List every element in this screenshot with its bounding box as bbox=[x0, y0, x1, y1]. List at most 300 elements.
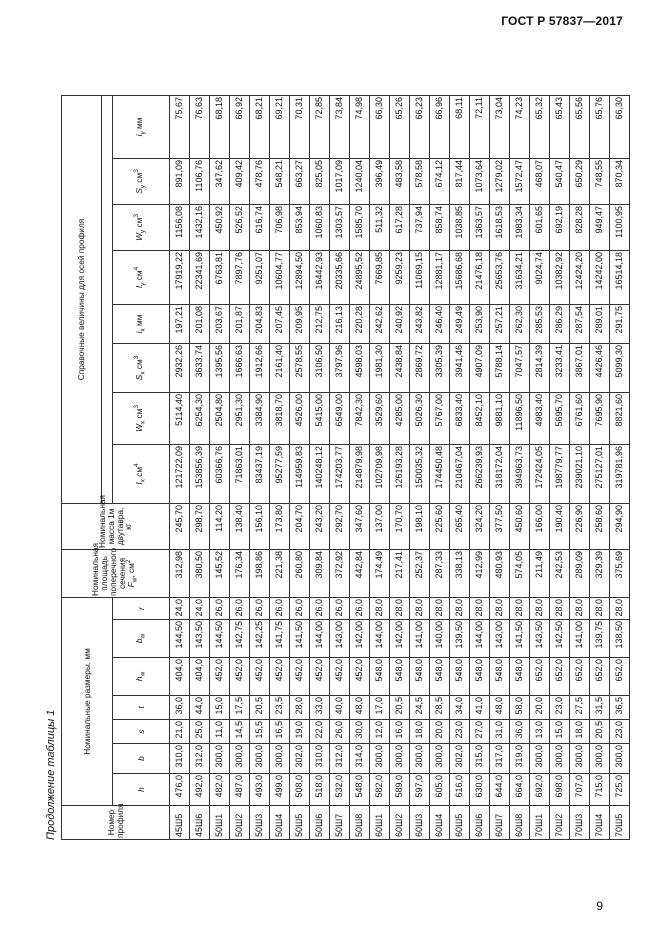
table-cell: 300,0 bbox=[550, 744, 570, 774]
table-cell: 20,0 bbox=[530, 696, 550, 720]
table-cell: 16,0 bbox=[390, 720, 410, 744]
table-cell: 65,32 bbox=[530, 95, 550, 158]
table-cell: 548,0 bbox=[410, 658, 430, 696]
table-cell: 95277,59 bbox=[270, 444, 290, 503]
table-cell: 28,0 bbox=[410, 597, 430, 619]
table-cell: 548,0 bbox=[470, 658, 490, 696]
table-cell: 4983,40 bbox=[530, 392, 550, 444]
table-cell: 394963,73 bbox=[510, 444, 530, 503]
table-cell: 715,0 bbox=[590, 774, 610, 806]
table-cell: 26,0 bbox=[310, 597, 330, 619]
table-cell: 60Ш5 bbox=[450, 806, 470, 840]
table-cell: 9024,74 bbox=[530, 250, 550, 304]
table-cell: 616,0 bbox=[450, 774, 470, 806]
table-cell: 143,50 bbox=[190, 620, 210, 658]
table-cell: 24,0 bbox=[190, 597, 210, 619]
table-cell: 15,5 bbox=[250, 720, 270, 744]
table-cell: 28,5 bbox=[430, 696, 450, 720]
table-cell: 72,85 bbox=[310, 95, 330, 158]
table-cell: 174,49 bbox=[370, 549, 390, 597]
table-cell: 452,0 bbox=[350, 658, 370, 696]
table-cell: 300,0 bbox=[230, 744, 250, 774]
table-cell: 23,0 bbox=[610, 720, 630, 744]
table-cell: 5767,00 bbox=[430, 392, 450, 444]
table-cell: 3106,50 bbox=[310, 343, 330, 392]
table-cell: 141,50 bbox=[510, 620, 530, 658]
table-cell: 28,0 bbox=[470, 597, 490, 619]
table-cell: 138,40 bbox=[230, 503, 250, 549]
table-cell: 141,00 bbox=[570, 620, 590, 658]
table-cell: 27,0 bbox=[470, 720, 490, 744]
table-cell: 243,82 bbox=[410, 304, 430, 343]
table-cell: 69,21 bbox=[270, 95, 290, 158]
table-cell: 65,56 bbox=[570, 95, 590, 158]
col-wy: $W_y$ $см^3$ bbox=[113, 204, 170, 250]
table-cell: 548,0 bbox=[450, 658, 470, 696]
table-cell: 226,90 bbox=[570, 503, 590, 549]
table-cell: 142,25 bbox=[250, 620, 270, 658]
table-cell: 266239,93 bbox=[470, 444, 490, 503]
table-cell: 26,0 bbox=[350, 597, 370, 619]
table-cell: 6549,00 bbox=[330, 392, 350, 444]
table-cell: 2932,26 bbox=[170, 343, 190, 392]
table-cell: 1981,30 bbox=[370, 343, 390, 392]
col-t: t bbox=[113, 696, 170, 720]
table-cell: 548,0 bbox=[370, 658, 390, 696]
table-cell: 214879,98 bbox=[350, 444, 370, 503]
table-cell: 12894,50 bbox=[290, 250, 310, 304]
table-cell: 249,49 bbox=[450, 304, 470, 343]
table-body bbox=[170, 95, 630, 839]
table-cell: 212,75 bbox=[310, 304, 330, 343]
col-wx: $W_x$ $см^3$ bbox=[113, 392, 170, 444]
table-cell: 409,42 bbox=[230, 158, 250, 204]
table-caption: Продолжение таблицы 1 bbox=[45, 709, 57, 840]
table-cell: 452,0 bbox=[310, 658, 330, 696]
table-cell: 7047,57 bbox=[510, 343, 530, 392]
table-cell: 140,00 bbox=[430, 620, 450, 658]
table-cell: 142,00 bbox=[390, 620, 410, 658]
table-cell: 144,50 bbox=[170, 620, 190, 658]
table-cell: 870,34 bbox=[610, 158, 630, 204]
table-cell: 452,0 bbox=[210, 658, 230, 696]
table-cell: 139,50 bbox=[450, 620, 470, 658]
table-cell: 207,45 bbox=[270, 304, 290, 343]
table-cell: 20,0 bbox=[430, 720, 450, 744]
table-cell: 287,33 bbox=[430, 549, 450, 597]
col-h: h bbox=[113, 774, 170, 806]
table-cell: 3384,90 bbox=[250, 392, 270, 444]
table-cell: 66,30 bbox=[370, 95, 390, 158]
table-cell: 26,0 bbox=[330, 720, 350, 744]
table-cell: 60Ш7 bbox=[490, 806, 510, 840]
table-cell: 7842,30 bbox=[350, 392, 370, 444]
table-cell: 198,10 bbox=[410, 503, 430, 549]
table-cell: 4526,00 bbox=[290, 392, 310, 444]
table-row bbox=[190, 95, 210, 839]
table-cell: 41,0 bbox=[470, 696, 490, 720]
table-cell: 60Ш2 bbox=[390, 806, 410, 840]
table-cell: 450,92 bbox=[210, 204, 230, 250]
table-cell: 294,90 bbox=[610, 503, 630, 549]
table-cell: 582,0 bbox=[370, 774, 390, 806]
table-cell: 1106,76 bbox=[190, 158, 210, 204]
table-cell: 201,08 bbox=[190, 304, 210, 343]
area-symbol: F bbox=[126, 582, 137, 588]
table-cell: 36,0 bbox=[170, 696, 190, 720]
table-cell: 5788,14 bbox=[490, 343, 510, 392]
table-cell: 21476,18 bbox=[470, 250, 490, 304]
table-cell: 319,0 bbox=[510, 744, 530, 774]
table-cell: 616,74 bbox=[250, 204, 270, 250]
table-cell: 25653,76 bbox=[490, 250, 510, 304]
table-cell: 652,0 bbox=[530, 658, 550, 696]
table-cell: 548,0 bbox=[390, 658, 410, 696]
table-cell: 318172,04 bbox=[490, 444, 510, 503]
table-cell: 156,10 bbox=[250, 503, 270, 549]
table-cell: 144,00 bbox=[470, 620, 490, 658]
table-cell: 589,0 bbox=[390, 774, 410, 806]
table-cell: 12424,20 bbox=[570, 250, 590, 304]
table-cell: 664,0 bbox=[510, 774, 530, 806]
table-cell: 26,0 bbox=[290, 597, 310, 619]
profile-table bbox=[61, 95, 630, 840]
table-cell: 12881,17 bbox=[430, 250, 450, 304]
table-cell: 300,0 bbox=[590, 744, 610, 774]
table-cell: 25,0 bbox=[190, 720, 210, 744]
table-cell: 476,0 bbox=[170, 774, 190, 806]
table-cell: 143,00 bbox=[490, 620, 510, 658]
table-cell: 28,0 bbox=[450, 597, 470, 619]
table-cell: 139,75 bbox=[590, 620, 610, 658]
table-cell: 30,0 bbox=[350, 720, 370, 744]
table-cell: 674,12 bbox=[430, 158, 450, 204]
table-cell: 23,0 bbox=[450, 720, 470, 744]
table-cell: 2504,80 bbox=[210, 392, 230, 444]
table-cell: 70Ш5 bbox=[610, 806, 630, 840]
table-cell: 1983,34 bbox=[510, 204, 530, 250]
table-cell: 24895,52 bbox=[350, 250, 370, 304]
table-cell: 650,29 bbox=[570, 158, 590, 204]
table-cell: 300,0 bbox=[270, 744, 290, 774]
table-cell: 66,23 bbox=[410, 95, 430, 158]
table-cell: 142,75 bbox=[230, 620, 250, 658]
table-cell: 698,0 bbox=[550, 774, 570, 806]
table-cell: 298,70 bbox=[190, 503, 210, 549]
table-cell: 71863,01 bbox=[230, 444, 250, 503]
table-cell: 245,70 bbox=[170, 503, 190, 549]
table-cell: 11069,15 bbox=[410, 250, 430, 304]
table-cell: 858,74 bbox=[430, 204, 450, 250]
table-cell: 2161,40 bbox=[270, 343, 290, 392]
table-cell: 2869,72 bbox=[410, 343, 430, 392]
table-cell: 15686,68 bbox=[450, 250, 470, 304]
table-cell: 1156,08 bbox=[170, 204, 190, 250]
table-cell: 19,0 bbox=[290, 720, 310, 744]
table-cell: 9259,23 bbox=[390, 250, 410, 304]
table-cell: 70Ш3 bbox=[570, 806, 590, 840]
table-cell: 828,28 bbox=[570, 204, 590, 250]
table-cell: 412,99 bbox=[470, 549, 490, 597]
table-cell: 174203,77 bbox=[330, 444, 350, 503]
table-row bbox=[370, 95, 390, 839]
table-cell: 13,0 bbox=[530, 720, 550, 744]
table-cell: 20,5 bbox=[390, 696, 410, 720]
table-cell: 265,40 bbox=[450, 503, 470, 549]
col-ix-radius: $i_x$ мм bbox=[113, 304, 170, 343]
table-cell: 315,0 bbox=[470, 744, 490, 774]
table-cell: 28,0 bbox=[290, 696, 310, 720]
table-cell: 143,50 bbox=[530, 620, 550, 658]
table-row bbox=[450, 95, 470, 839]
table-row bbox=[230, 95, 250, 839]
table-cell: 468,07 bbox=[530, 158, 550, 204]
table-cell: 6254,30 bbox=[190, 392, 210, 444]
table-cell: 242,62 bbox=[370, 304, 390, 343]
table-cell: 70,31 bbox=[290, 95, 310, 158]
table-cell: 949,47 bbox=[590, 204, 610, 250]
table-cell: 692,0 bbox=[530, 774, 550, 806]
table-cell: 73,84 bbox=[330, 95, 350, 158]
table-cell: 138,50 bbox=[610, 620, 630, 658]
table-cell: 310,0 bbox=[310, 744, 330, 774]
table-cell: 240,92 bbox=[390, 304, 410, 343]
table-row bbox=[350, 95, 370, 839]
table-cell: 3233,41 bbox=[550, 343, 570, 392]
table-cell: 317,0 bbox=[490, 744, 510, 774]
table-cell: 76,63 bbox=[190, 95, 210, 158]
table-cell: 578,58 bbox=[410, 158, 430, 204]
table-cell: 73,04 bbox=[490, 95, 510, 158]
table-cell: 1912,66 bbox=[250, 343, 270, 392]
table-cell: 141,00 bbox=[410, 620, 430, 658]
col-hw: $h_w$ bbox=[113, 658, 170, 696]
table-cell: 548,0 bbox=[430, 658, 450, 696]
table-cell: 20,5 bbox=[590, 720, 610, 744]
table-cell: 300,0 bbox=[410, 744, 430, 774]
table-cell: 825,05 bbox=[310, 158, 330, 204]
table-cell: 68,21 bbox=[250, 95, 270, 158]
table-cell: 511,32 bbox=[370, 204, 390, 250]
table-row bbox=[530, 95, 550, 839]
table-cell: 60Ш8 bbox=[510, 806, 530, 840]
table-cell: 121722,09 bbox=[170, 444, 190, 503]
table-cell: 48,0 bbox=[490, 696, 510, 720]
table-cell: 220,28 bbox=[350, 304, 370, 343]
table-cell: 166,00 bbox=[530, 503, 550, 549]
table-cell: 380,50 bbox=[190, 549, 210, 597]
table-cell: 286,29 bbox=[550, 304, 570, 343]
col-s: s bbox=[113, 720, 170, 744]
table-cell: 217,41 bbox=[390, 549, 410, 597]
table-cell: 291,75 bbox=[610, 304, 630, 343]
table-cell: 70Ш4 bbox=[590, 806, 610, 840]
table-cell: 7695,90 bbox=[590, 392, 610, 444]
table-cell: 173,80 bbox=[270, 503, 290, 549]
table-cell: 287,54 bbox=[570, 304, 590, 343]
page-number: 9 bbox=[596, 899, 603, 913]
table-cell: 1395,56 bbox=[210, 343, 230, 392]
table-cell: 114,20 bbox=[210, 503, 230, 549]
table-cell: 1073,64 bbox=[470, 158, 490, 204]
table-cell: 15,0 bbox=[210, 696, 230, 720]
table-cell: 300,0 bbox=[430, 744, 450, 774]
table-cell: 50Ш7 bbox=[330, 806, 350, 840]
table-cell: 28,0 bbox=[610, 597, 630, 619]
table-cell: 28,0 bbox=[590, 597, 610, 619]
table-cell: 17,5 bbox=[230, 696, 250, 720]
table-row bbox=[290, 95, 310, 839]
table-cell: 23,5 bbox=[270, 696, 290, 720]
table-cell: 4285,00 bbox=[390, 392, 410, 444]
table-cell: 9881,10 bbox=[490, 392, 510, 444]
table-cell: 300,0 bbox=[210, 744, 230, 774]
table-cell: 66,30 bbox=[610, 95, 630, 158]
table-cell: 452,0 bbox=[270, 658, 290, 696]
table-cell: 891,09 bbox=[170, 158, 190, 204]
table-cell: 725,0 bbox=[610, 774, 630, 806]
table-cell: 404,0 bbox=[170, 658, 190, 696]
col-ix-moment: $I_x$ $см^4$ bbox=[113, 444, 170, 503]
table-cell: 60Ш3 bbox=[410, 806, 430, 840]
table-cell: 24,0 bbox=[170, 597, 190, 619]
table-cell: 114959,83 bbox=[290, 444, 310, 503]
table-cell: 20335,66 bbox=[330, 250, 350, 304]
table-cell: 28,0 bbox=[510, 597, 530, 619]
table-cell: 176,34 bbox=[230, 549, 250, 597]
table-cell: 11896,50 bbox=[510, 392, 530, 444]
table-cell: 211,49 bbox=[530, 549, 550, 597]
table-cell: 737,94 bbox=[410, 204, 430, 250]
table-row bbox=[550, 95, 570, 839]
table-cell: 617,28 bbox=[390, 204, 410, 250]
table-cell: 33,0 bbox=[310, 696, 330, 720]
table-cell: 65,76 bbox=[590, 95, 610, 158]
table-row bbox=[250, 95, 270, 839]
table-cell: 5114,40 bbox=[170, 392, 190, 444]
table-cell: 478,76 bbox=[250, 158, 270, 204]
table-cell: 66,92 bbox=[230, 95, 250, 158]
table-cell: 480,93 bbox=[490, 549, 510, 597]
table-cell: 452,0 bbox=[290, 658, 310, 696]
table-cell: 10382,92 bbox=[550, 250, 570, 304]
table-cell: 310,0 bbox=[170, 744, 190, 774]
table-cell: 28,0 bbox=[390, 597, 410, 619]
table-row bbox=[270, 95, 290, 839]
table-cell: 190,40 bbox=[550, 503, 570, 549]
table-cell: 1363,57 bbox=[470, 204, 490, 250]
table-cell: 239021,10 bbox=[570, 444, 590, 503]
table-cell: 302,0 bbox=[290, 744, 310, 774]
table-cell: 18,0 bbox=[410, 720, 430, 744]
table-cell: 204,70 bbox=[290, 503, 310, 549]
table-cell: 452,0 bbox=[250, 658, 270, 696]
table-cell: 518,0 bbox=[310, 774, 330, 806]
col-b: b bbox=[113, 744, 170, 774]
table-cell: 5099,30 bbox=[610, 343, 630, 392]
table-cell: 34,0 bbox=[450, 696, 470, 720]
table-cell: 377,50 bbox=[490, 503, 510, 549]
table-cell: 31634,21 bbox=[510, 250, 530, 304]
table-cell: 300,0 bbox=[250, 744, 270, 774]
table-cell: 243,20 bbox=[310, 503, 330, 549]
table-cell: 26,0 bbox=[210, 597, 230, 619]
table-row bbox=[610, 95, 630, 839]
table-cell: 548,0 bbox=[510, 658, 530, 696]
table-cell: 145,52 bbox=[210, 549, 230, 597]
table-cell: 172424,05 bbox=[530, 444, 550, 503]
table-cell: 65,26 bbox=[390, 95, 410, 158]
table-cell: 630,0 bbox=[470, 774, 490, 806]
table-cell: 2578,55 bbox=[290, 343, 310, 392]
table-cell: 548,21 bbox=[270, 158, 290, 204]
table-cell: 66,96 bbox=[430, 95, 450, 158]
table-cell: 142,00 bbox=[350, 620, 370, 658]
table-cell: 70Ш1 bbox=[530, 806, 550, 840]
table-cell: 707,0 bbox=[570, 774, 590, 806]
table-cell: 289,09 bbox=[570, 549, 590, 597]
table-cell: 68,18 bbox=[210, 95, 230, 158]
table-cell: 347,62 bbox=[210, 158, 230, 204]
table-cell: 28,0 bbox=[370, 597, 390, 619]
table-cell: 6761,60 bbox=[570, 392, 590, 444]
table-cell: 11,0 bbox=[210, 720, 230, 744]
table-cell: 324,20 bbox=[470, 503, 490, 549]
table-cell: 50Ш2 bbox=[230, 806, 250, 840]
table-cell: 1585,70 bbox=[350, 204, 370, 250]
table-cell: 45Ш5 bbox=[170, 806, 190, 840]
table-cell: 817,44 bbox=[450, 158, 470, 204]
table-cell: 144,00 bbox=[370, 620, 390, 658]
table-cell: 574,05 bbox=[510, 549, 530, 597]
table-cell: 285,53 bbox=[530, 304, 550, 343]
table-cell: 174450,48 bbox=[430, 444, 450, 503]
table-cell: 9251,07 bbox=[250, 250, 270, 304]
table-cell: 1038,85 bbox=[450, 204, 470, 250]
col-sx: $S_x$ $см^3$ bbox=[113, 343, 170, 392]
reference-spacer bbox=[102, 95, 113, 503]
table-cell: 1666,63 bbox=[230, 343, 250, 392]
area-sub: w bbox=[131, 577, 139, 583]
table-cell: 16442,93 bbox=[310, 250, 330, 304]
table-cell: 258,60 bbox=[590, 503, 610, 549]
table-cell: 36,0 bbox=[510, 720, 530, 744]
table-cell: 31,0 bbox=[490, 720, 510, 744]
table-cell: 482,0 bbox=[210, 774, 230, 806]
table-cell: 706,98 bbox=[270, 204, 290, 250]
table-cell: 257,21 bbox=[490, 304, 510, 343]
table-row bbox=[430, 95, 450, 839]
table-cell: 548,0 bbox=[350, 774, 370, 806]
table-cell: 652,0 bbox=[590, 658, 610, 696]
table-cell: 442,84 bbox=[350, 549, 370, 597]
table-cell: 58,0 bbox=[510, 696, 530, 720]
table-cell: 532,0 bbox=[330, 774, 350, 806]
table-cell: 28,0 bbox=[530, 597, 550, 619]
col-nominal-dims-header: Номинальные размеры, мм bbox=[62, 597, 113, 805]
table-cell: 312,98 bbox=[170, 549, 190, 597]
table-cell: 252,37 bbox=[410, 549, 430, 597]
table-row bbox=[310, 95, 330, 839]
table-cell: 8452,10 bbox=[470, 392, 490, 444]
col-reference-header: Справочные величины для осей профиля bbox=[62, 95, 102, 503]
table-cell: 75,67 bbox=[170, 95, 190, 158]
col-profile-header: Номер профиля bbox=[62, 806, 170, 840]
table-cell: 312,0 bbox=[330, 744, 350, 774]
table-cell: 597,0 bbox=[410, 774, 430, 806]
table-row bbox=[490, 95, 510, 839]
table-cell: 3633,74 bbox=[190, 343, 210, 392]
